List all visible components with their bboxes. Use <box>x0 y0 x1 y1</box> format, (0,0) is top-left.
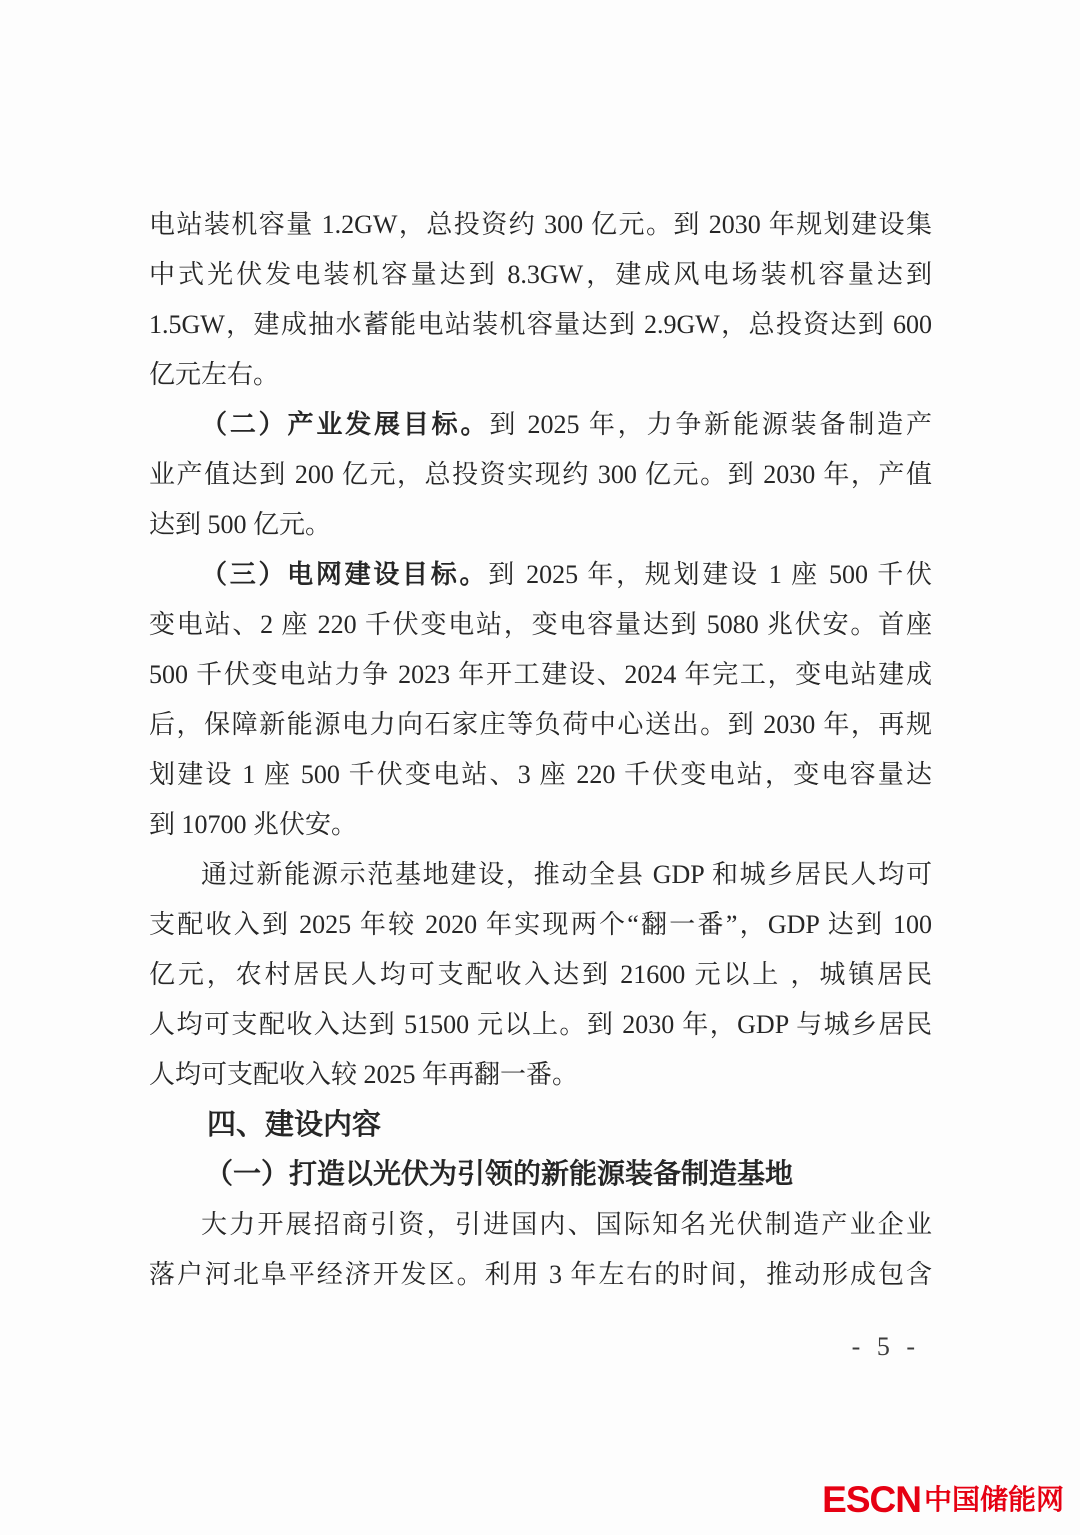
text-run: 人均可支配收入达到 51500 元以上。到 2030 年，GDP 与城乡居民 <box>149 1010 932 1039</box>
text-run: 中式光伏发电装机容量达到 8.3GW，建成风电场装机容量达到 <box>149 260 932 289</box>
text-line <box>149 550 932 600</box>
text-line <box>149 900 932 950</box>
text-run: 500 千伏变电站力争 2023 年开工建设、2024 年完工，变电站建成 <box>149 660 932 689</box>
text-line <box>149 300 932 350</box>
text-run: 支配收入到 2025 年较 2020 年实现两个“翻一番”，GDP 达到 100 <box>149 910 932 939</box>
text-run: 到 2025 年，规划建设 1 座 500 千伏 <box>488 560 932 589</box>
text-line <box>149 950 932 1000</box>
text-run: 亿元，农村居民人均可支配收入达到 21600 元以上 ，城镇居民 <box>149 960 932 989</box>
text-line <box>149 850 932 900</box>
text-line <box>149 250 932 300</box>
text-run: 到 2025 年，力争新能源装备制造产 <box>489 410 932 439</box>
text-line <box>149 1000 932 1050</box>
text-line <box>149 500 932 550</box>
text-run: 电站装机容量 1.2GW，总投资约 300 亿元。到 2030 年规划建设集 <box>149 210 932 239</box>
text-line <box>149 200 932 250</box>
text-run: 业产值达到 200 亿元，总投资实现约 300 亿元。到 2030 年，产值 <box>149 460 932 489</box>
text-run: 亿元左右。 <box>149 360 280 389</box>
text-line <box>149 450 932 500</box>
text-run: 落户河北阜平经济开发区。利用 3 年左右的时间，推动形成包含 <box>149 1260 932 1289</box>
bold-run: （二）产业发展目标。 <box>201 410 490 439</box>
text-line <box>149 650 932 700</box>
subsection-heading <box>149 1150 932 1200</box>
text-run: 达到 500 亿元。 <box>149 510 332 539</box>
bold-run: （三）电网建设目标。 <box>201 560 489 589</box>
text-run: 四、建设内容 <box>207 1109 382 1141</box>
text-line <box>149 1250 932 1300</box>
text-run: 划建设 1 座 500 千伏变电站、3 座 220 千伏变电站，变电容量达 <box>149 760 932 789</box>
text-run: （一）打造以光伏为引领的新能源装备制造基地 <box>205 1159 794 1190</box>
text-run: 1.5GW，建成抽水蓄能电站装机容量达到 2.9GW，总投资达到 600 <box>149 310 932 339</box>
text-run: 大力开展招商引资，引进国内、国际知名光伏制造产业企业 <box>201 1210 932 1239</box>
text-line <box>149 750 932 800</box>
text-run: 通过新能源示范基地建设，推动全县 GDP 和城乡居民人均可 <box>201 860 932 889</box>
text-line <box>149 700 932 750</box>
section-heading <box>149 1100 932 1150</box>
text-line <box>149 400 932 450</box>
text-line <box>149 1050 932 1100</box>
text-run: 到 10700 兆伏安。 <box>149 810 358 839</box>
text-line <box>149 800 932 850</box>
escn-logo-chinese: 中国储能网 <box>923 1483 1064 1515</box>
text-line <box>149 1200 932 1250</box>
text-line <box>149 600 932 650</box>
escn-logo-latin: ESCN <box>822 1479 921 1520</box>
text-run: 后，保障新能源电力向石家庄等负荷中心送出。到 2030 年，再规 <box>149 710 932 739</box>
text-line <box>149 350 932 400</box>
page-number: - 5 - <box>851 1332 920 1361</box>
text-run: 人均可支配收入较 2025 年再翻一番。 <box>149 1060 579 1089</box>
document-body <box>149 200 932 1300</box>
text-run: 变电站、2 座 220 千伏变电站，变电容量达到 5080 兆伏安。首座 <box>149 610 932 639</box>
escn-logo <box>822 1481 1064 1518</box>
